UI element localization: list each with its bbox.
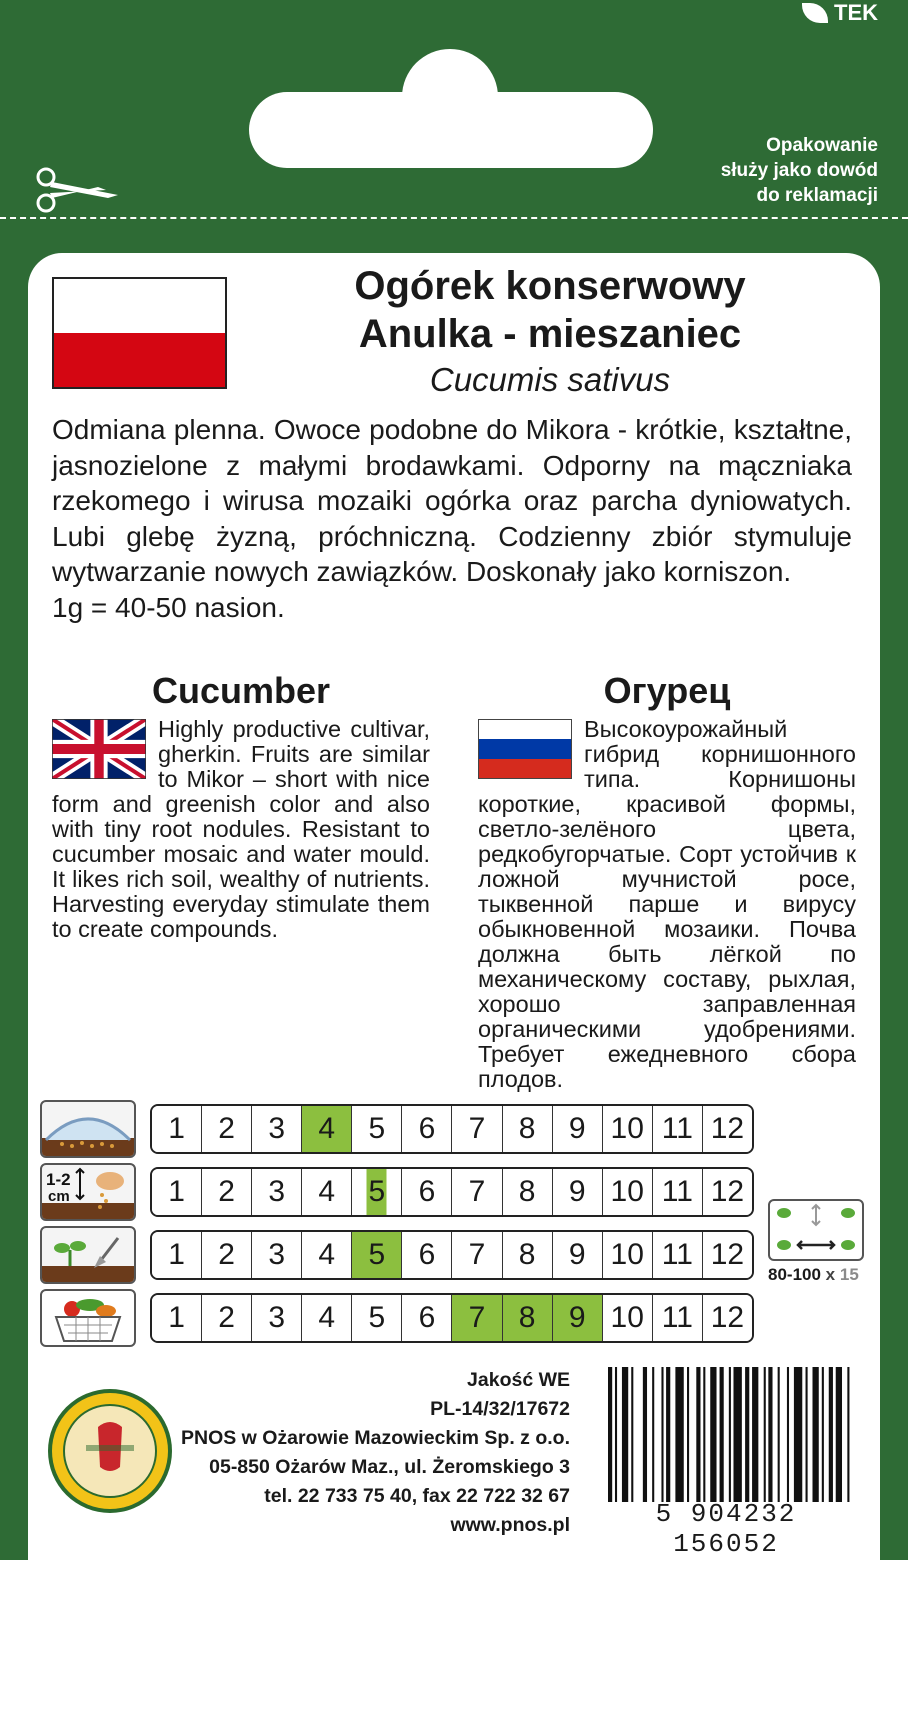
complaint-notice: Opakowanie służy jako dowód do reklamacji [720, 135, 878, 206]
barcode-bar [764, 1367, 766, 1502]
calendar-month-cell: 5 [352, 1169, 402, 1215]
barcode-bar [631, 1367, 633, 1502]
calendar-month-cell: 7 [452, 1106, 502, 1152]
company-info [181, 1366, 570, 1540]
barcode-bar [720, 1367, 724, 1502]
russian-flag-icon [478, 719, 572, 779]
calendar-month-cell: 7 [452, 1295, 502, 1341]
calendar-month-cell: 4 [302, 1106, 352, 1152]
leaf-icon [802, 3, 828, 23]
barcode-bar [703, 1367, 705, 1502]
calendar-month-cell: 1 [152, 1106, 202, 1152]
calendar-month-cell: 3 [252, 1169, 302, 1215]
brand-logo-text: TEK [834, 0, 878, 25]
plant-spacing: 15 [839, 1265, 859, 1284]
company-website: www.pnos.pl [450, 1514, 570, 1536]
polish-description-text: Odmiana plenna. Owoce podobne do Mikora - krótkie, kształtne, jasnozielone z małymi brodawkami. Odporny na mączniaka rzekomego i wirusa mozaiki ogórka oraz parcha dyniowatych. Lubi glebę żyzną, próchniczną. Codzienny zbiór stymuluje wytwarzanie nowych zawiązków. Doskonały jako korniszon. [52, 414, 852, 587]
svg-text:1-2: 1-2 [46, 1170, 71, 1189]
calendar-month-cell: 9 [553, 1232, 603, 1278]
calendar-month-cell: 8 [503, 1295, 553, 1341]
calendar-month-cell: 6 [402, 1232, 452, 1278]
calendar-month-cell: 3 [252, 1295, 302, 1341]
seed-count: 1g = 40-50 nasion. [52, 591, 285, 623]
barcode-bar [787, 1367, 789, 1502]
calendar-month-cell: 4 [302, 1232, 352, 1278]
calendar-month-cell: 10 [603, 1232, 653, 1278]
russian-section [478, 717, 856, 1092]
calendar-month-cell: 6 [402, 1106, 452, 1152]
calendar-month-cell: 2 [202, 1169, 252, 1215]
calendar-month-cell: 9 [553, 1106, 603, 1152]
barcode-bar [829, 1367, 833, 1502]
russian-description: Высокоурожайный гибрид корнишонного типа. Корнишоны короткие, красивой формы, светло-зелёного цвета, редкобугорчатые. Сорт устойчив к ложной мучнистой росе, тыквенной парше и вирусу обыкновенной мозаики. Почва должна быть лёгкой по механическому составу, рыхлая, хорошо заправленная органическими удобрениями. Требует ежедневного сбора плодов. [478, 716, 856, 1092]
calendar-month-cell: 8 [503, 1232, 553, 1278]
calendar-month-cell: 3 [252, 1106, 302, 1152]
calendar-month-cell: 5 [352, 1295, 402, 1341]
company-phone: tel. 22 733 75 40, fax 22 722 32 67 [264, 1485, 570, 1507]
sowing-depth-icon [40, 1163, 136, 1221]
uk-flag-icon [52, 719, 146, 779]
calendar-month-cell: 2 [202, 1232, 252, 1278]
barcode-number: 5 904232 156052 [655, 1499, 797, 1559]
calendar-month-cell: 12 [703, 1169, 752, 1215]
calendar-month-cell: 8 [503, 1106, 553, 1152]
barcode-bar [806, 1367, 808, 1502]
barcode-bar [729, 1367, 731, 1502]
svg-text:cm: cm [48, 1188, 70, 1205]
calendar-month-cell: 2 [202, 1106, 252, 1152]
barcode [608, 1367, 852, 1502]
company-name: PNOS w Ożarowie Mazowieckim Sp. z o.o. [180, 1427, 570, 1449]
calendar-row-harvest [150, 1293, 754, 1343]
plant-spacing-label [768, 1265, 878, 1285]
calendar-month-cell: 9 [553, 1169, 603, 1215]
calendar-month-cell: 6 [402, 1295, 452, 1341]
barcode-bar [696, 1367, 700, 1502]
calendar-month-cell: 5 [352, 1232, 402, 1278]
english-description: Highly productive cultivar, gherkin. Fruits are similar to Mikor – short with nice form and greenish color and also with tiny root nodules. Resistant to cucumber mosaic and water mould. It likes rich soil, wealthy of nutrients. Harvesting everyday stimulate them to create compounds. [52, 716, 430, 942]
calendar-month-cell: 11 [653, 1169, 703, 1215]
plant-spacing-icon [768, 1199, 864, 1261]
spacing-separator: x [825, 1265, 836, 1284]
polish-description [52, 412, 852, 625]
barcode-bar [661, 1367, 663, 1502]
barcode-bar [687, 1367, 689, 1502]
barcode-bar [812, 1367, 818, 1502]
barcode-bar [608, 1367, 612, 1502]
barcode-bar [836, 1367, 842, 1502]
calendar-month-cell: 2 [202, 1295, 252, 1341]
calendar-row-sowing-depth [150, 1167, 754, 1217]
harvest-icon [40, 1289, 136, 1347]
calendar-month-cell: 7 [452, 1232, 502, 1278]
calendar-month-cell: 12 [703, 1295, 752, 1341]
barcode-bar [794, 1367, 802, 1502]
company-address: 05-850 Ożarów Maz., ul. Żeromskiego 3 [209, 1456, 570, 1478]
barcode-bar [675, 1367, 683, 1502]
calendar-row-sowing-under-cover [150, 1104, 754, 1154]
russian-heading: Огурец [603, 670, 731, 711]
barcode-bar [752, 1367, 758, 1502]
barcode-bar [666, 1367, 670, 1502]
calendar-month-cell: 1 [152, 1295, 202, 1341]
barcode-bar [652, 1367, 654, 1502]
calendar-month-cell: 11 [653, 1232, 703, 1278]
barcode-bar [778, 1367, 780, 1502]
product-name-line2: Anulka - mieszaniec [358, 312, 742, 356]
calendar-month-cell: 11 [653, 1295, 703, 1341]
calendar-row-planting [150, 1230, 754, 1280]
calendar-month-cell: 8 [503, 1169, 553, 1215]
calendar-month-cell: 1 [152, 1232, 202, 1278]
sowing-under-cover-icon [40, 1100, 136, 1158]
calendar-month-cell: 9 [553, 1295, 603, 1341]
barcode-bar [622, 1367, 628, 1502]
brand-logo [802, 0, 878, 26]
barcode-bar [733, 1367, 741, 1502]
calendar-month-cell: 11 [653, 1106, 703, 1152]
calendar-month-cell: 10 [603, 1106, 653, 1152]
barcode-bar [643, 1367, 647, 1502]
row-spacing: 80-100 [768, 1265, 821, 1284]
calendar-month-cell: 5 [352, 1106, 402, 1152]
calendar-month-cell: 10 [603, 1295, 653, 1341]
english-heading: Cucumber [151, 670, 331, 711]
barcode-bar [710, 1367, 716, 1502]
product-title [250, 262, 850, 402]
barcode-bar [768, 1367, 772, 1502]
registration-code: PL-14/32/17672 [430, 1398, 570, 1420]
calendar-month-cell: 12 [703, 1232, 752, 1278]
planting-icon [40, 1226, 136, 1284]
english-section [52, 717, 430, 942]
pnos-logo [46, 1387, 174, 1515]
calendar-month-cell: 7 [452, 1169, 502, 1215]
calendar-month-cell: 4 [302, 1169, 352, 1215]
calendar-month-cell: 10 [603, 1169, 653, 1215]
barcode-bar [745, 1367, 749, 1502]
calendar-month-cell: 6 [402, 1169, 452, 1215]
latin-name: Cucumis sativus [429, 361, 671, 398]
calendar-month-cell: 4 [302, 1295, 352, 1341]
hanger-hole [249, 92, 653, 168]
cut-line [0, 217, 908, 219]
barcode-bar [615, 1367, 617, 1502]
product-name-line1: Ogórek konserwowy [354, 264, 746, 308]
calendar-month-cell: 12 [703, 1106, 752, 1152]
polish-flag-icon [52, 277, 227, 389]
quality-label: Jakość WE [467, 1369, 570, 1391]
scissors-icon [34, 165, 120, 215]
barcode-bar [822, 1367, 824, 1502]
barcode-bar [847, 1367, 849, 1502]
calendar-month-cell: 1 [152, 1169, 202, 1215]
calendar-month-cell: 3 [252, 1232, 302, 1278]
